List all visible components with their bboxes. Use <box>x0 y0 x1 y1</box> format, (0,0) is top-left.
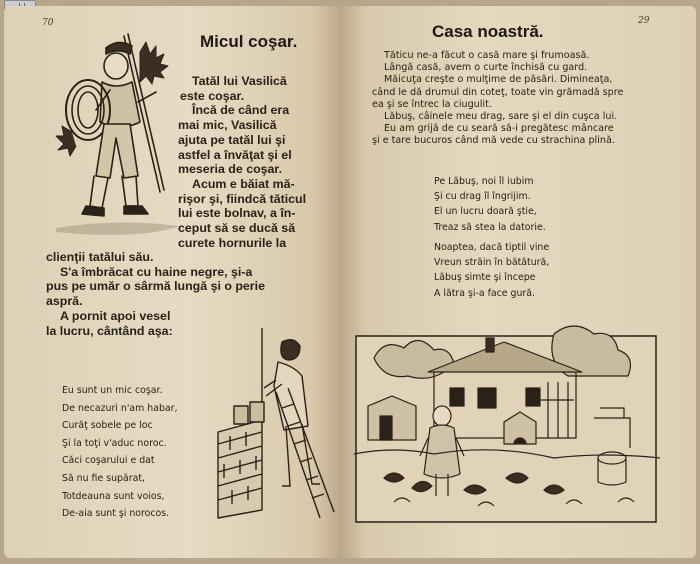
text-line: este coşar. <box>180 88 245 103</box>
text-line: meseria de coşar. <box>178 162 283 177</box>
text-line: A pornit apoi vesel <box>60 308 171 323</box>
text-line: Încă de când era <box>192 103 290 118</box>
right-page-title: Casa noastră. <box>432 22 544 41</box>
text-line: Acum e băiat mă- <box>192 176 295 191</box>
poem-line: Şi la toţi v'aduc noroc. <box>62 437 167 449</box>
text-line: Eu am grijă de cu seară să-i pregătesc mâncare <box>384 123 614 135</box>
left-page <box>4 6 340 558</box>
text-line: lui este bolnav, a în- <box>178 206 296 221</box>
chimney-rooftop-illustration <box>212 322 338 522</box>
left-poem <box>62 382 177 523</box>
right-poem-stanza-1 <box>434 174 546 235</box>
poem-line: Şi cu drag îl îngrijim. <box>434 191 531 203</box>
text-line: la lucru, cântând aşa: <box>46 323 173 338</box>
right-paragraph <box>372 50 623 148</box>
text-line: ajuta pe tatăl lui şi <box>178 132 286 147</box>
poem-line: Eu sunt un mic coşar. <box>62 385 163 396</box>
text-line: când le dă drumul din coteţ, toate vin grămadă spre <box>372 86 624 98</box>
text-line: aspră. <box>46 294 83 309</box>
poem-line: Pe Lăbuş, noi îl iubim <box>434 176 534 187</box>
poem-line: A lătra şi-a face gură. <box>434 287 536 299</box>
poem-line: Vreun străin în bătătură, <box>434 257 550 269</box>
text-line: clienţii tatălui său. <box>46 250 154 264</box>
text-line: Tăticu ne-a făcut o casă mare şi frumoasă. <box>384 50 590 61</box>
text-line: şi e tare bucuros când mă vede cu strachina plină. <box>372 135 615 147</box>
left-page-title: Micul coşar. <box>200 32 298 51</box>
text-line: rişor şi, fiindcă tăticul <box>178 191 307 206</box>
text-line: S'a îmbrăcat cu haine negre, şi-a <box>60 264 253 279</box>
right-page-number: 29 <box>638 16 650 26</box>
right-page <box>340 6 696 558</box>
text-line: Lăbuş, câinele meu drag, sare şi el din cuşca lui. <box>384 111 618 123</box>
left-page-number: 70 <box>42 18 54 28</box>
poem-line: Totdeauna sunt voios, <box>62 490 165 502</box>
poem-line: Căci coşarului e dat <box>62 455 155 467</box>
poem-line: De-aia sunt şi norocos. <box>62 508 170 520</box>
text-line: astfel a învăţat şi el <box>178 147 292 162</box>
text-line: ceput să se ducă să <box>178 221 296 236</box>
poem-line: El un lucru doară ştie, <box>434 206 537 218</box>
poem-line: Curăţ sobele pe loc <box>62 420 153 432</box>
text-line: Lângă casă, avem o curte închisă cu gard. <box>384 62 588 74</box>
text-line: Tatăl lui Vasilică <box>192 74 287 88</box>
poem-line: Treaz să stea la datorie. <box>434 221 546 233</box>
poem-line: De necazuri n'am habar, <box>62 402 178 414</box>
text-line: mai mic, Vasilică <box>178 118 277 133</box>
right-poem-stanza-2 <box>434 240 549 301</box>
poem-line: Noaptea, dacă tiptil vine <box>434 242 550 253</box>
text-line: Măicuţa creşte o mulţime de păsări. Dimineaţa, <box>384 74 613 86</box>
text-line: curete hornurile la <box>178 235 287 250</box>
poem-line: Să nu fie supărat, <box>62 472 145 484</box>
farmhouse-yard-illustration <box>354 318 660 524</box>
text-line: pus pe umăr o sârmă lungă şi o perie <box>46 279 265 294</box>
poem-line: Lăbuş simte şi începe <box>434 272 536 284</box>
text-line: ea şi se întrec la ciugulit. <box>372 98 492 110</box>
left-paragraph-intro <box>144 74 306 250</box>
